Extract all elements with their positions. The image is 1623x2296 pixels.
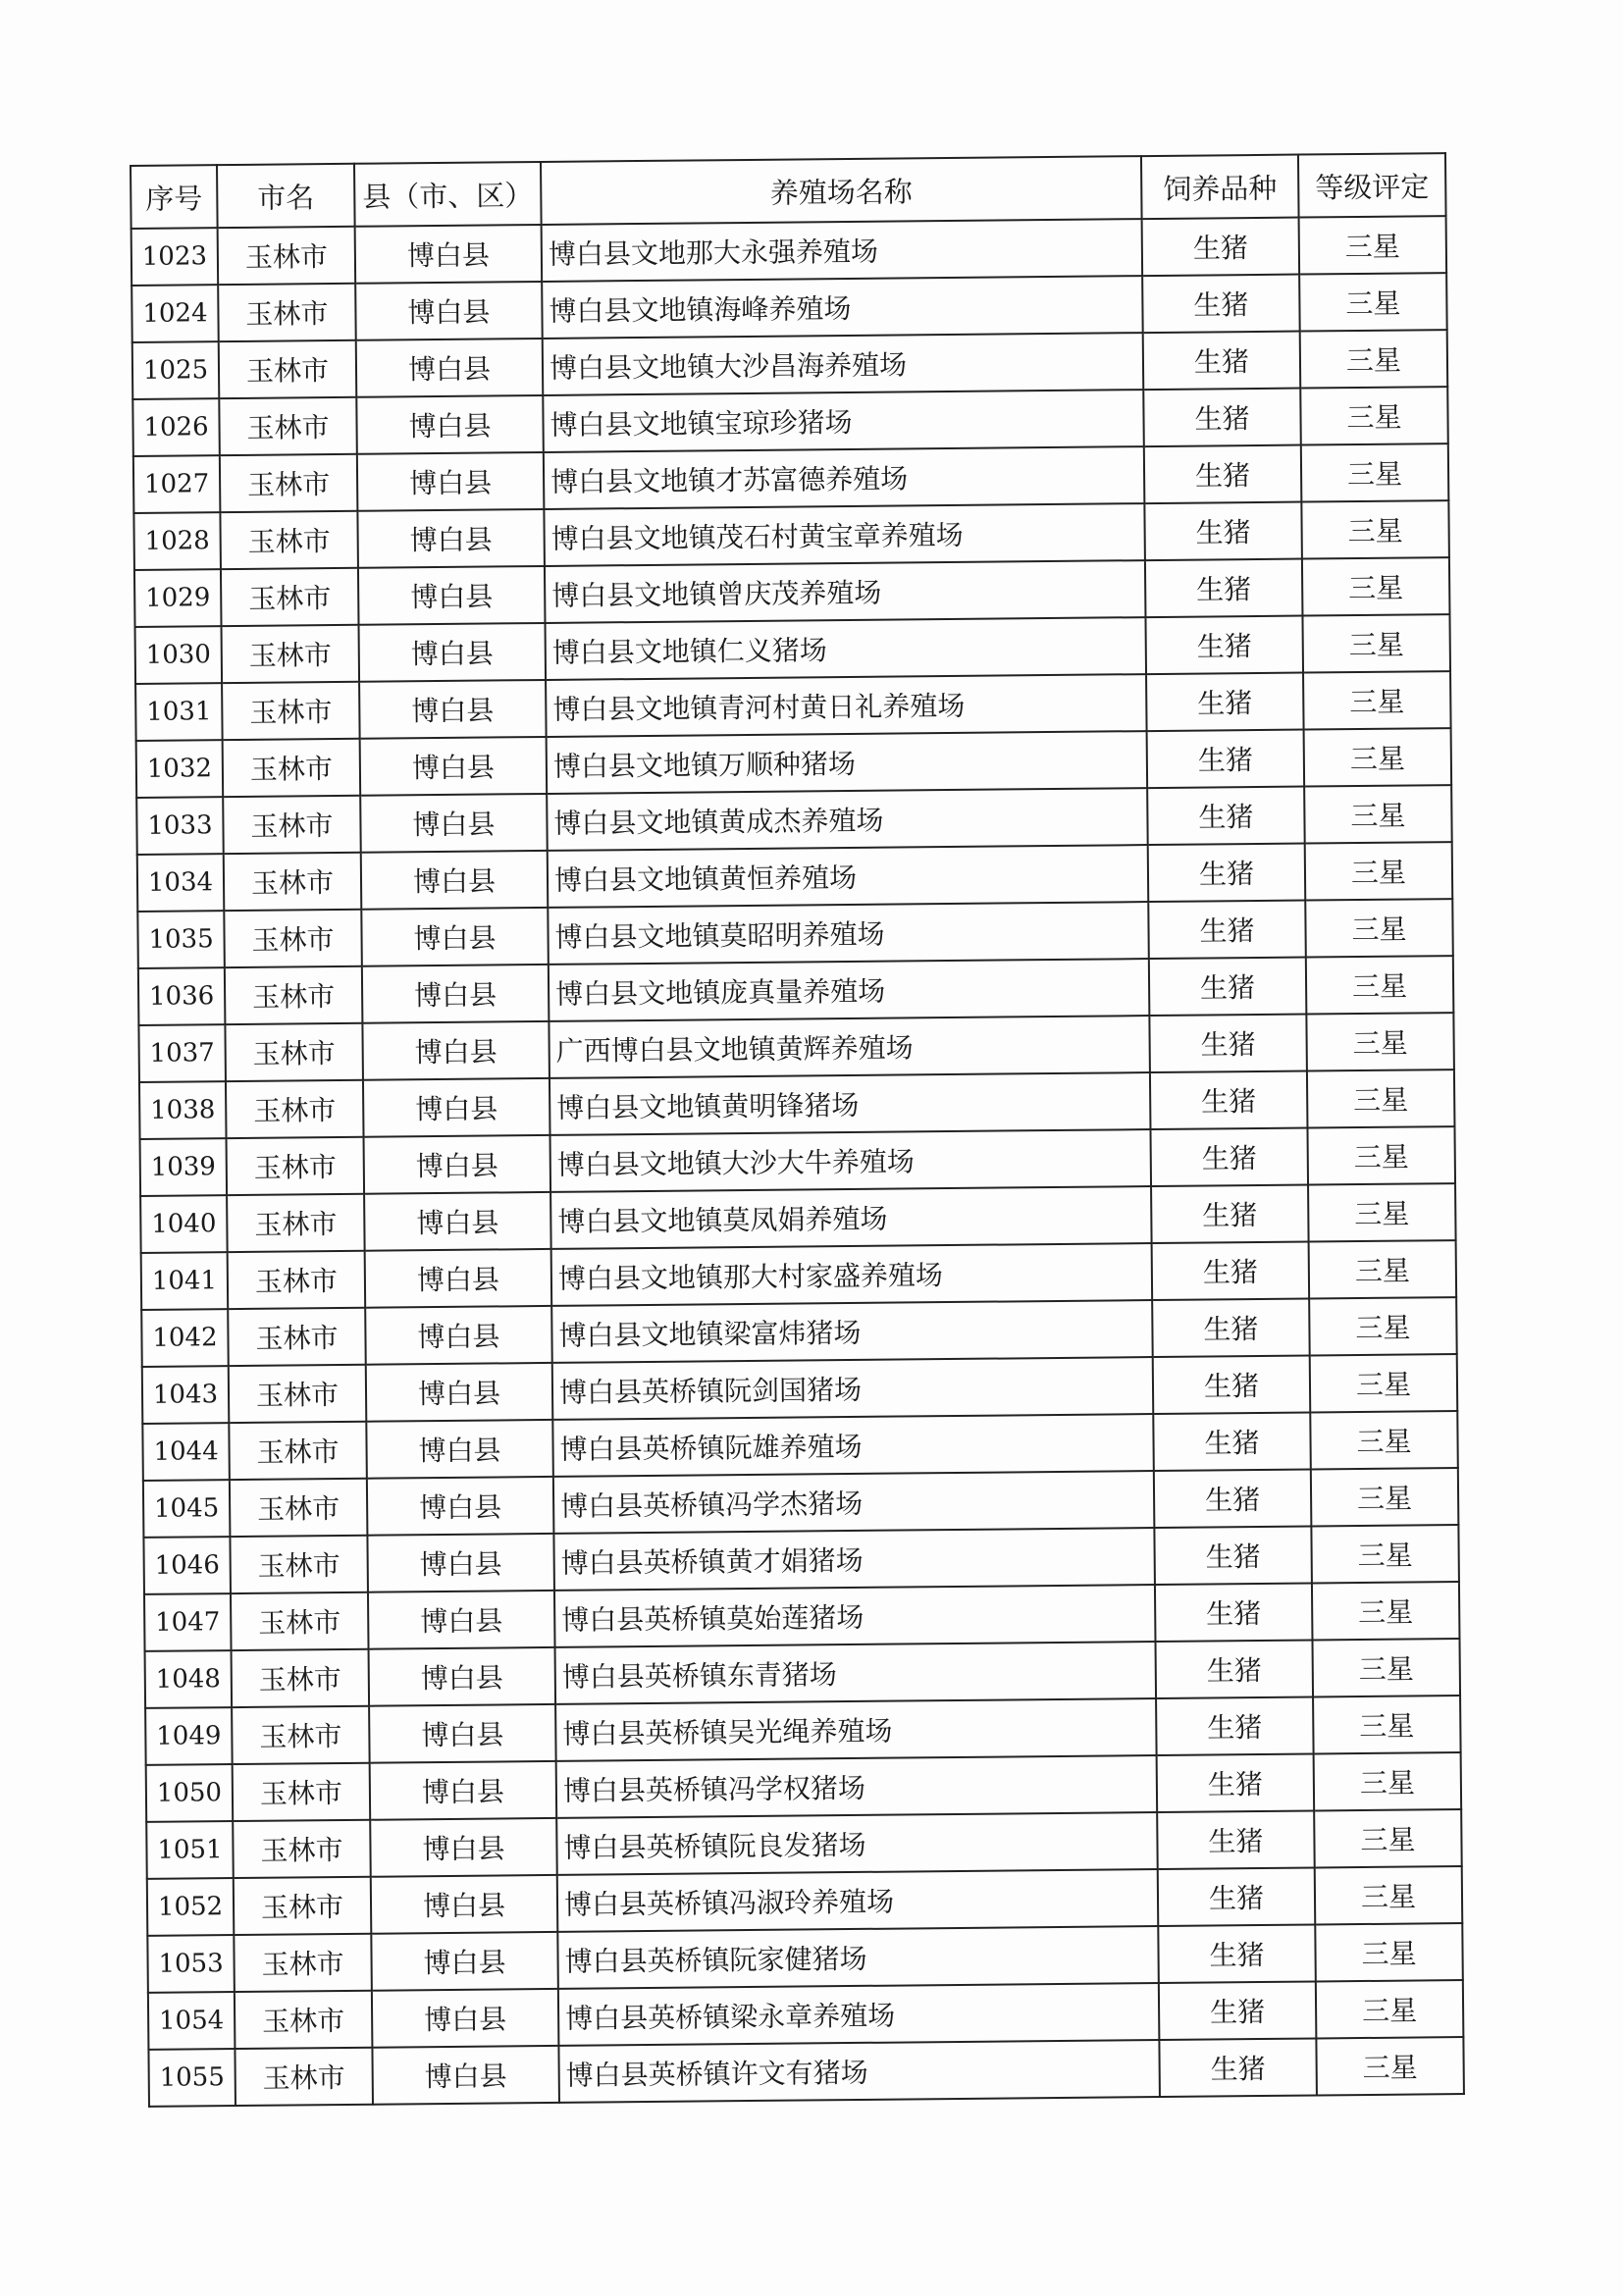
cell-farm-name: 博白县英桥镇冯学权猪场 — [556, 1755, 1158, 1818]
cell-serial-number: 1055 — [148, 2049, 236, 2107]
cell-serial-number: 1031 — [135, 683, 223, 741]
cell-breed: 生猪 — [1152, 1299, 1310, 1358]
cell-farm-name: 博白县文地镇那大村家盛养殖场 — [551, 1243, 1153, 1306]
cell-city: 玉林市 — [221, 568, 359, 626]
header-farm-name: 养殖场名称 — [541, 156, 1142, 225]
cell-serial-number: 1027 — [133, 455, 221, 513]
cell-serial-number: 1050 — [146, 1764, 234, 1822]
cell-county: 博白县 — [356, 339, 544, 397]
cell-breed: 生猪 — [1159, 1981, 1317, 2040]
cell-serial-number: 1053 — [147, 1935, 235, 1993]
cell-county: 博白县 — [370, 1761, 557, 1820]
cell-breed: 生猪 — [1157, 1810, 1315, 1869]
cell-city: 玉林市 — [225, 1023, 363, 1081]
cell-serial-number: 1044 — [142, 1423, 230, 1481]
cell-serial-number: 1025 — [132, 341, 220, 399]
cell-grade: 三星 — [1314, 1752, 1462, 1810]
cell-serial-number: 1046 — [143, 1537, 231, 1594]
cell-farm-name: 博白县英桥镇阮雄养殖场 — [552, 1414, 1154, 1477]
cell-breed: 生猪 — [1149, 958, 1307, 1017]
cell-grade: 三星 — [1312, 1639, 1460, 1696]
cell-farm-name: 博白县英桥镇莫始莲猪场 — [554, 1585, 1156, 1647]
cell-serial-number: 1026 — [132, 398, 220, 456]
cell-city: 玉林市 — [227, 1137, 365, 1195]
cell-serial-number: 1035 — [137, 911, 225, 968]
cell-grade: 三星 — [1315, 1866, 1463, 1924]
cell-farm-name: 博白县文地镇黄恒养殖场 — [548, 845, 1149, 908]
cell-farm-name: 博白县文地镇万顺种猪场 — [547, 731, 1148, 794]
cell-county: 博白县 — [360, 794, 548, 853]
cell-county: 博白县 — [365, 1306, 552, 1365]
cell-breed: 生猪 — [1151, 1185, 1309, 1244]
cell-city: 玉林市 — [220, 511, 358, 569]
cell-city: 玉林市 — [233, 1820, 371, 1878]
cell-county: 博白县 — [370, 1818, 557, 1877]
cell-city: 玉林市 — [225, 966, 363, 1024]
cell-city: 玉林市 — [222, 682, 360, 740]
cell-breed: 生猪 — [1154, 1527, 1312, 1586]
cell-serial-number: 1036 — [138, 967, 226, 1025]
cell-farm-name: 博白县英桥镇吴光绳养殖场 — [555, 1698, 1157, 1761]
cell-farm-name: 博白县文地镇曾庆茂养殖场 — [545, 560, 1146, 623]
cell-farm-name: 博白县英桥镇冯学杰猪场 — [553, 1471, 1155, 1534]
header-serial-number: 序号 — [131, 165, 218, 229]
cell-city: 玉林市 — [233, 1763, 371, 1821]
cell-grade: 三星 — [1299, 273, 1447, 331]
cell-county: 博白县 — [372, 2046, 559, 2105]
cell-county: 博白县 — [364, 1192, 551, 1251]
cell-farm-name: 博白县文地镇大沙大牛养殖场 — [550, 1129, 1152, 1192]
cell-farm-name: 广西博白县文地镇黄辉养殖场 — [549, 1016, 1150, 1078]
cell-farm-name: 博白县文地镇宝琼珍猪场 — [543, 390, 1144, 452]
cell-grade: 三星 — [1315, 1923, 1463, 1981]
cell-breed: 生猪 — [1147, 787, 1305, 846]
cell-grade: 三星 — [1314, 1809, 1462, 1867]
cell-serial-number: 1042 — [141, 1309, 229, 1367]
cell-grade: 三星 — [1307, 1070, 1455, 1127]
cell-county: 博白县 — [366, 1420, 553, 1479]
cell-county: 博白县 — [369, 1704, 556, 1763]
cell-farm-name: 博白县文地镇莫昭明养殖场 — [548, 902, 1149, 965]
cell-serial-number: 1038 — [139, 1081, 227, 1139]
cell-grade: 三星 — [1303, 671, 1451, 729]
cell-farm-name: 博白县文地镇才苏富德养殖场 — [544, 446, 1145, 509]
cell-grade: 三星 — [1305, 842, 1453, 900]
cell-farm-name: 博白县英桥镇阮良发猪场 — [556, 1812, 1158, 1875]
cell-grade: 三星 — [1300, 330, 1448, 388]
cell-serial-number: 1052 — [147, 1878, 235, 1936]
cell-farm-name: 博白县英桥镇阮剑国猪场 — [552, 1357, 1154, 1420]
cell-city: 玉林市 — [229, 1365, 367, 1423]
cell-breed: 生猪 — [1157, 1753, 1315, 1812]
cell-breed: 生猪 — [1143, 389, 1301, 447]
cell-farm-name: 博白县文地镇黄成杰养殖场 — [547, 788, 1148, 851]
cell-county: 博白县 — [359, 623, 547, 682]
cell-serial-number: 1028 — [133, 512, 221, 570]
cell-city: 玉林市 — [222, 625, 360, 683]
cell-breed: 生猪 — [1144, 445, 1302, 504]
cell-breed: 生猪 — [1145, 616, 1303, 675]
cell-breed: 生猪 — [1145, 559, 1303, 618]
cell-city: 玉林市 — [224, 910, 362, 967]
cell-farm-name: 博白县英桥镇黄才娟猪场 — [553, 1528, 1155, 1591]
cell-county: 博白县 — [360, 737, 548, 796]
cell-city: 玉林市 — [218, 284, 356, 341]
cell-breed: 生猪 — [1144, 502, 1302, 561]
cell-breed: 生猪 — [1155, 1640, 1313, 1698]
cell-county: 博白县 — [371, 1875, 558, 1934]
cell-breed: 生猪 — [1148, 844, 1306, 903]
cell-county: 博白县 — [366, 1363, 553, 1422]
cell-breed: 生猪 — [1154, 1470, 1312, 1529]
cell-grade: 三星 — [1312, 1582, 1460, 1640]
cell-grade: 三星 — [1299, 216, 1447, 274]
cell-county: 博白县 — [371, 1932, 558, 1991]
cell-city: 玉林市 — [228, 1251, 366, 1309]
cell-grade: 三星 — [1307, 1126, 1455, 1184]
cell-grade: 三星 — [1311, 1468, 1459, 1526]
cell-breed: 生猪 — [1158, 1924, 1316, 1983]
cell-city: 玉林市 — [223, 739, 361, 797]
cell-city: 玉林市 — [219, 340, 357, 398]
cell-breed: 生猪 — [1153, 1413, 1311, 1472]
farm-rating-table — [130, 152, 1465, 2108]
cell-serial-number: 1032 — [136, 740, 224, 798]
cell-farm-name: 博白县文地镇梁富炜猪场 — [551, 1300, 1153, 1363]
cell-city: 玉林市 — [220, 454, 358, 512]
cell-farm-name: 博白县文地镇黄明锋猪场 — [550, 1072, 1151, 1135]
cell-county: 博白县 — [355, 225, 543, 284]
cell-city: 玉林市 — [219, 397, 357, 455]
cell-serial-number: 1030 — [135, 626, 223, 684]
cell-breed: 生猪 — [1148, 901, 1306, 960]
cell-breed: 生猪 — [1156, 1696, 1314, 1755]
cell-grade: 三星 — [1301, 444, 1449, 501]
cell-county: 博白县 — [357, 509, 545, 568]
cell-grade: 三星 — [1300, 387, 1448, 444]
cell-city: 玉林市 — [230, 1479, 368, 1537]
cell-breed: 生猪 — [1147, 730, 1305, 789]
cell-serial-number: 1023 — [131, 228, 219, 286]
header-city: 市名 — [217, 164, 355, 228]
cell-county: 博白县 — [359, 680, 547, 739]
cell-grade: 三星 — [1304, 785, 1452, 843]
cell-city: 玉林市 — [230, 1536, 368, 1593]
cell-serial-number: 1047 — [144, 1593, 232, 1651]
cell-grade: 三星 — [1309, 1240, 1457, 1298]
cell-county: 博白县 — [358, 566, 546, 625]
cell-city: 玉林市 — [235, 1991, 373, 2049]
cell-breed: 生猪 — [1152, 1242, 1310, 1301]
cell-serial-number: 1045 — [143, 1480, 231, 1538]
cell-city: 玉林市 — [226, 1080, 364, 1138]
cell-city: 玉林市 — [232, 1649, 370, 1707]
cell-farm-name: 博白县英桥镇东青猪场 — [555, 1642, 1157, 1704]
cell-breed: 生猪 — [1149, 1015, 1307, 1073]
cell-breed: 生猪 — [1150, 1128, 1308, 1187]
cell-grade: 三星 — [1305, 899, 1453, 957]
cell-grade: 三星 — [1316, 1980, 1464, 2038]
cell-county: 博白县 — [365, 1249, 552, 1308]
cell-farm-name: 博白县文地镇茂石村黄宝章养殖场 — [544, 503, 1145, 566]
cell-farm-name: 博白县文地镇海峰养殖场 — [542, 276, 1143, 339]
cell-serial-number: 1024 — [131, 285, 219, 342]
cell-grade: 三星 — [1306, 1013, 1454, 1070]
cell-city: 玉林市 — [232, 1706, 370, 1764]
cell-county: 博白县 — [357, 452, 545, 511]
table-container — [130, 152, 1463, 2108]
cell-grade: 三星 — [1302, 614, 1450, 672]
cell-breed: 生猪 — [1153, 1356, 1311, 1415]
cell-grade: 三星 — [1310, 1354, 1458, 1412]
cell-county: 博白县 — [367, 1477, 554, 1536]
cell-breed: 生猪 — [1150, 1071, 1308, 1130]
cell-city: 玉林市 — [234, 1877, 372, 1935]
cell-farm-name: 博白县英桥镇许文有猪场 — [558, 2040, 1160, 2103]
cell-city: 玉林市 — [218, 227, 356, 285]
cell-county: 博白县 — [356, 395, 544, 454]
cell-city: 玉林市 — [228, 1308, 366, 1366]
cell-county: 博白县 — [361, 908, 549, 966]
cell-serial-number: 1048 — [145, 1650, 233, 1708]
cell-serial-number: 1034 — [137, 854, 225, 912]
table-row — [148, 2037, 1463, 2107]
cell-serial-number: 1033 — [136, 797, 224, 855]
cell-serial-number: 1049 — [145, 1707, 233, 1765]
cell-county: 博白县 — [364, 1135, 551, 1194]
cell-grade: 三星 — [1316, 2037, 1464, 2095]
cell-city: 玉林市 — [227, 1194, 365, 1252]
cell-farm-name: 博白县文地镇莫凤娟养殖场 — [550, 1186, 1152, 1249]
cell-city: 玉林市 — [224, 853, 362, 911]
cell-serial-number: 1041 — [141, 1252, 229, 1310]
cell-farm-name: 博白县英桥镇梁永章养殖场 — [558, 1983, 1160, 2046]
cell-farm-name: 博白县文地那大永强养殖场 — [542, 219, 1143, 282]
cell-county: 博白县 — [363, 1078, 550, 1137]
cell-city: 玉林市 — [234, 1934, 372, 1992]
cell-breed: 生猪 — [1143, 332, 1301, 391]
cell-serial-number: 1040 — [140, 1195, 228, 1253]
cell-farm-name: 博白县文地镇庞真量养殖场 — [549, 959, 1150, 1021]
cell-farm-name: 博白县英桥镇冯淑玲养殖场 — [557, 1869, 1159, 1932]
cell-breed: 生猪 — [1142, 218, 1300, 277]
cell-serial-number: 1037 — [138, 1024, 226, 1082]
cell-city: 玉林市 — [223, 796, 361, 854]
cell-county: 博白县 — [362, 1021, 550, 1080]
cell-county: 博白县 — [369, 1647, 556, 1706]
cell-farm-name: 博白县英桥镇阮家健猪场 — [557, 1926, 1159, 1989]
cell-county: 博白县 — [355, 282, 543, 340]
cell-county: 博白县 — [368, 1591, 555, 1649]
cell-grade: 三星 — [1310, 1411, 1458, 1469]
cell-serial-number: 1054 — [148, 1992, 236, 2050]
cell-grade: 三星 — [1302, 557, 1450, 615]
cell-grade: 三星 — [1306, 956, 1454, 1014]
cell-serial-number: 1029 — [134, 569, 222, 627]
cell-grade: 三星 — [1313, 1696, 1461, 1753]
cell-serial-number: 1051 — [146, 1821, 234, 1879]
cell-city: 玉林市 — [229, 1422, 367, 1480]
header-breed: 饲养品种 — [1141, 155, 1299, 220]
cell-county: 博白县 — [361, 851, 549, 910]
cell-farm-name: 博白县文地镇青河村黄日礼养殖场 — [546, 674, 1147, 737]
header-county: 县（市、区） — [354, 162, 542, 227]
cell-breed: 生猪 — [1142, 275, 1300, 334]
cell-breed: 生猪 — [1158, 1867, 1316, 1926]
cell-county: 博白县 — [372, 1989, 559, 2048]
cell-city: 玉林市 — [235, 2048, 373, 2106]
cell-county: 博白县 — [362, 965, 550, 1023]
cell-county: 博白县 — [367, 1534, 554, 1592]
cell-grade: 三星 — [1301, 500, 1449, 558]
header-grade: 等级评定 — [1298, 153, 1446, 217]
cell-grade: 三星 — [1308, 1183, 1456, 1241]
cell-breed: 生猪 — [1155, 1584, 1313, 1643]
cell-serial-number: 1043 — [142, 1366, 230, 1424]
cell-city: 玉林市 — [231, 1592, 369, 1650]
cell-breed: 生猪 — [1159, 2038, 1317, 2097]
cell-grade: 三星 — [1304, 728, 1452, 786]
cell-breed: 生猪 — [1146, 673, 1304, 732]
table-body — [131, 216, 1464, 2107]
cell-farm-name: 博白县文地镇大沙昌海养殖场 — [543, 333, 1144, 395]
cell-grade: 三星 — [1311, 1525, 1459, 1583]
cell-grade: 三星 — [1309, 1297, 1457, 1355]
cell-farm-name: 博白县文地镇仁义猪场 — [546, 617, 1147, 680]
cell-serial-number: 1039 — [140, 1138, 228, 1196]
